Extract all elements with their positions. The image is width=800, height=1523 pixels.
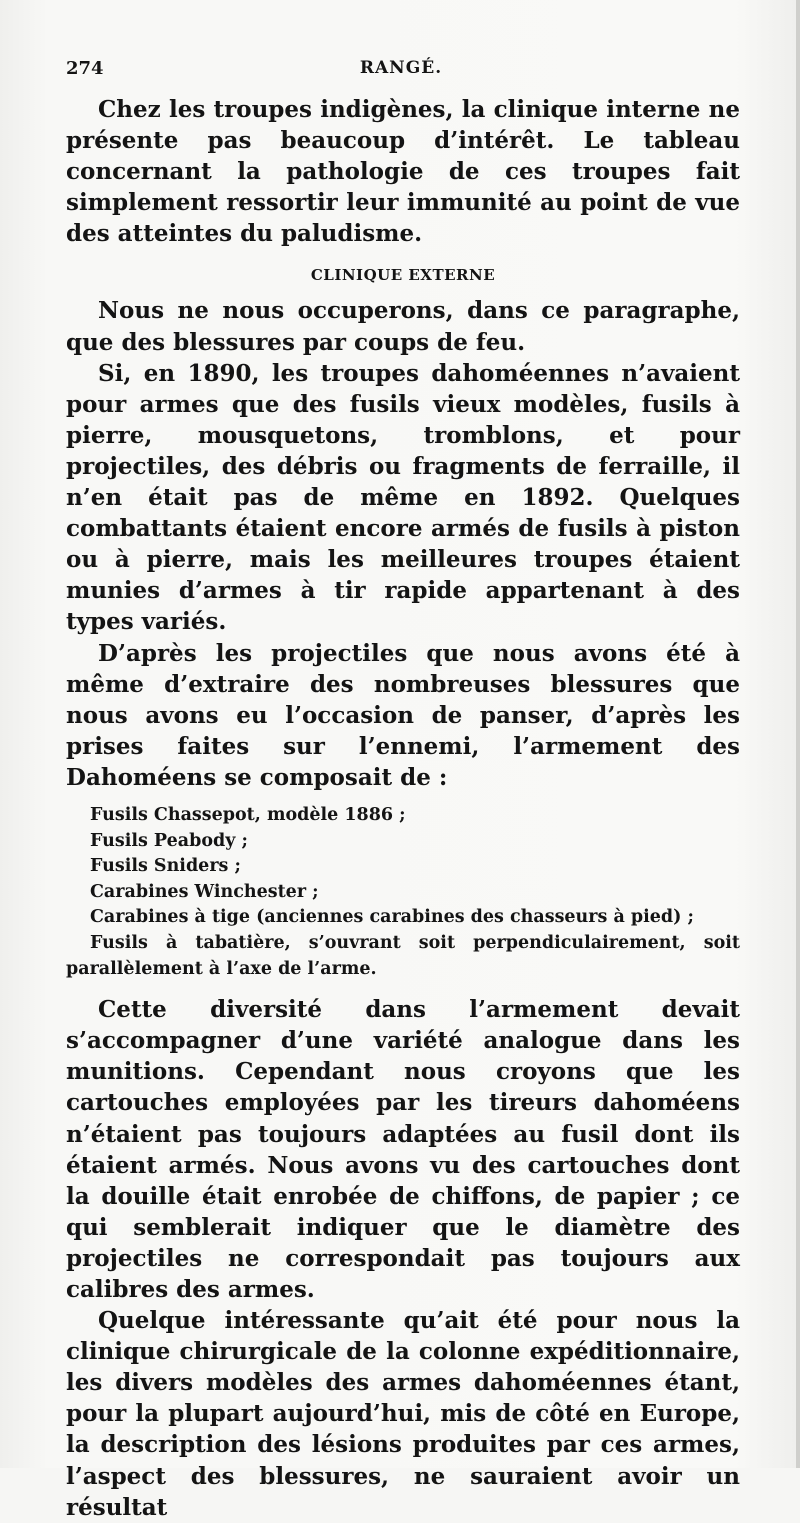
list-item: Fusils Chassepot, modèle 1886 ;	[90, 804, 406, 825]
page-header	[66, 58, 736, 88]
list-item: Fusils Sniders ;	[90, 856, 241, 877]
section-heading: CLINIQUE EXTERNE	[310, 266, 496, 285]
list-item: Carabines Winchester ;	[90, 881, 319, 902]
page-body	[66, 94, 740, 1523]
list-item: Carabines à tige (anciennes carabines des chasseurs à pied) ;	[90, 907, 694, 928]
paragraph-armament-list-intro: D’après les projectiles que nous avons été à même d’extraire des nombreuses blessures que nous avons eu l’occasion de panser, d’après les prises faites sur l’ennemi, l’armement des Dahoméens se composait de :	[66, 639, 740, 791]
paragraph-armament-history: Si, en 1890, les troupes dahoméennes n’avaient pour armes que des fusils vieux modèles, fusils à pierre, mousquetons, tromblons, et pour projectiles, des débris ou fragments de ferraille, il n’en était pas de même en 1892. Quelques combattants étaient encore armés de fusils à piston ou à pierre, mais les meilleures troupes étaient munies d’armes à tir rapide appartenant à des types variés.	[66, 359, 740, 636]
weapons-list	[66, 803, 740, 982]
page-edge-shadow	[796, 0, 800, 1468]
paragraph-intro: Chez les troupes indigènes, la clinique interne ne présente pas beaucoup d’intérêt. Le tableau concernant la pathologie de ces troupes fait simplement ressortir leur immunité au point de vue des atteintes du paludisme.	[66, 96, 740, 248]
paragraph-clinical: Quelque intéressante qu’ait été pour nous la clinique chirurgicale de la colonne expéditionnaire, les divers modèles des armes dahoméennes étant, pour la plupart aujourd’hui, mis de côté en Europe, la description des lésions produites par ces armes, l’aspect des blessures, ne sauraient avoir un résultat	[66, 1307, 740, 1521]
list-item: Fusils à tabatière, s’ouvrant soit perpendiculairement, soit parallèlement à l’axe de l’arme.	[66, 932, 740, 979]
list-item: Fusils Peabody ;	[90, 830, 248, 851]
paragraph-munitions: Cette diversité dans l’armement devait s’accompagner d’une variété analogue dans les munitions. Cependant nous croyons que les cartouches employées par les tireurs dahoméens n’étaient pas toujours adaptées au fusil dont ils étaient armés. Nous avons vu des cartouches dont la douille était enrobée de chiffons, de papier ; ce qui semblerait indiquer que le diamètre des projectiles ne correspondait pas toujours aux calibres des armes.	[66, 996, 740, 1303]
page-number: 274	[66, 58, 104, 79]
paragraph-scope: Nous ne nous occuperons, dans ce paragraphe, que des blessures par coups de feu.	[66, 297, 740, 356]
running-head: RANGÉ.	[359, 58, 443, 78]
